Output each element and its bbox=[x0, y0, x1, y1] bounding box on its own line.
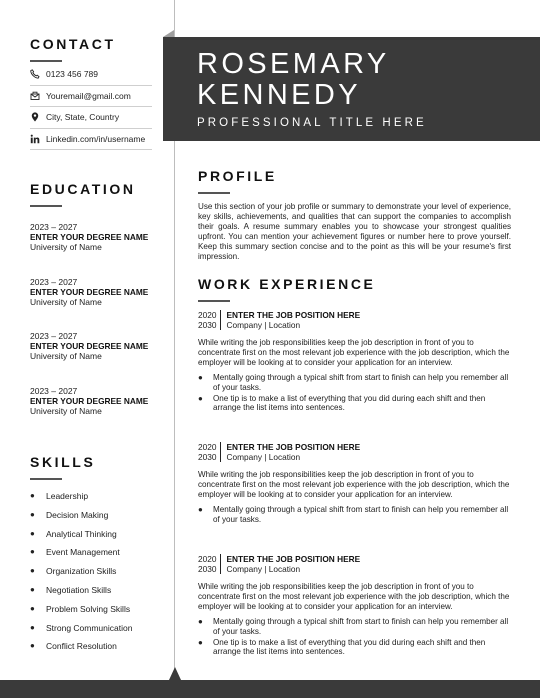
job-bullets bbox=[198, 373, 511, 414]
job-description: While writing the job responsibilities keep the job description in front of you to concentrate first on the most relevant job experience with the job description, which the employer will be looking at to consider your application for an interview. bbox=[198, 470, 510, 499]
bullet-icon: ● bbox=[30, 528, 35, 538]
education-degree: ENTER YOUR DEGREE NAME bbox=[30, 232, 149, 242]
contact-linkedin-text: Linkedin.com/in/username bbox=[46, 133, 146, 144]
skill-label: Conflict Resolution bbox=[46, 641, 117, 652]
bullet-icon: ● bbox=[30, 491, 35, 500]
contact-rule bbox=[30, 60, 62, 62]
first-name: ROSEMARY bbox=[197, 48, 390, 80]
skill-item bbox=[30, 585, 160, 604]
job-header bbox=[198, 310, 511, 330]
contact-location[interactable] bbox=[30, 107, 152, 129]
skill-item bbox=[30, 604, 160, 623]
education-degree: ENTER YOUR DEGREE NAME bbox=[30, 287, 149, 297]
phone-icon bbox=[30, 69, 40, 79]
job-info bbox=[221, 554, 360, 574]
professional-title: PROFESSIONAL TITLE HERE bbox=[197, 117, 427, 129]
skills-rule bbox=[30, 478, 62, 480]
bullet-icon: ● bbox=[198, 372, 203, 382]
job-bullet bbox=[198, 617, 511, 637]
contact-section-header bbox=[30, 36, 116, 62]
bullet-icon: ● bbox=[30, 641, 35, 651]
skill-label: Analytical Thinking bbox=[46, 528, 117, 539]
skill-label: Decision Making bbox=[46, 509, 109, 520]
email-icon bbox=[30, 91, 40, 101]
job-header bbox=[198, 554, 511, 574]
work-rule bbox=[198, 300, 230, 302]
job-year-start: 2020 bbox=[198, 554, 217, 564]
job-title: ENTER THE JOB POSITION HERE bbox=[226, 310, 361, 320]
job-bullet-text: Mentally going through a typical shift from start to finish can help you remember all of your tasks. bbox=[213, 616, 509, 636]
bullet-icon: ● bbox=[30, 603, 35, 613]
skill-item bbox=[30, 491, 160, 510]
job-title: ENTER THE JOB POSITION HERE bbox=[226, 554, 361, 564]
skill-item bbox=[30, 529, 160, 548]
education-entry bbox=[30, 331, 160, 361]
job-company: Company | Location bbox=[226, 564, 301, 574]
education-school: University of Name bbox=[30, 406, 102, 416]
skill-item bbox=[30, 547, 160, 566]
profile-section-header bbox=[198, 168, 277, 194]
skills-section-header bbox=[30, 454, 95, 480]
education-degree: ENTER YOUR DEGREE NAME bbox=[30, 341, 149, 351]
skill-label: Problem Solving Skills bbox=[46, 603, 131, 614]
education-heading: EDUCATION bbox=[30, 181, 136, 197]
education-degree: ENTER YOUR DEGREE NAME bbox=[30, 396, 149, 406]
job-info bbox=[221, 442, 360, 462]
job-year-end: 2030 bbox=[198, 320, 217, 330]
job-bullet-text: One tip is to make a list of everything that you did during each shift and then arrange the list items into sentences. bbox=[213, 637, 486, 657]
skill-label: Leadership bbox=[46, 491, 89, 501]
job-info bbox=[221, 310, 360, 330]
skill-item bbox=[30, 623, 160, 642]
job-bullet bbox=[198, 394, 511, 414]
education-years: 2023 – 2027 bbox=[30, 386, 78, 396]
job-bullet-text: Mentally going through a typical shift from start to finish can help you remember all of your tasks. bbox=[213, 504, 509, 524]
last-name: KENNEDY bbox=[197, 79, 361, 111]
education-entry bbox=[30, 277, 160, 307]
education-school: University of Name bbox=[30, 242, 102, 252]
skills-heading: SKILLS bbox=[30, 454, 96, 470]
education-rule bbox=[30, 205, 62, 207]
name-header bbox=[163, 37, 540, 141]
job-entry bbox=[198, 442, 511, 526]
header-notch bbox=[163, 30, 174, 37]
job-description: While writing the job responsibilities keep the job description in front of you to concentrate first on the most relevant job experience with the job description, which the employer will be looking at to consider your application for an interview. bbox=[198, 338, 510, 367]
footer-bar bbox=[0, 680, 540, 698]
job-entry bbox=[198, 554, 511, 658]
education-school: University of Name bbox=[30, 297, 102, 307]
skill-item bbox=[30, 566, 160, 585]
job-company: Company | Location bbox=[226, 452, 301, 462]
bullet-icon: ● bbox=[30, 547, 35, 557]
job-bullets bbox=[198, 505, 511, 525]
education-years: 2023 – 2027 bbox=[30, 222, 78, 232]
job-bullet bbox=[198, 638, 511, 658]
profile-rule bbox=[198, 192, 230, 194]
skill-item bbox=[30, 510, 160, 529]
education-entry bbox=[30, 386, 160, 416]
work-section-header bbox=[198, 276, 375, 302]
job-year-end: 2030 bbox=[198, 564, 217, 574]
skill-label: Negotiation Skills bbox=[46, 584, 112, 595]
job-bullet bbox=[198, 505, 511, 525]
contact-phone[interactable] bbox=[30, 64, 152, 86]
education-entry bbox=[30, 222, 160, 252]
contact-phone-text: 0123 456 789 bbox=[46, 69, 98, 80]
skill-label: Organization Skills bbox=[46, 566, 117, 577]
bullet-icon: ● bbox=[30, 622, 35, 632]
contact-heading: CONTACT bbox=[30, 36, 116, 52]
bullet-icon: ● bbox=[198, 504, 203, 514]
skill-label: Event Management bbox=[46, 547, 120, 558]
job-bullet-text: Mentally going through a typical shift from start to finish can help you remember all of your tasks. bbox=[213, 372, 509, 392]
contact-email[interactable] bbox=[30, 86, 152, 108]
job-years bbox=[198, 554, 221, 574]
education-section-header bbox=[30, 181, 136, 207]
work-heading: WORK EXPERIENCE bbox=[198, 276, 376, 292]
job-bullet bbox=[198, 373, 511, 393]
job-year-end: 2030 bbox=[198, 452, 217, 462]
skill-label: Strong Communication bbox=[46, 622, 133, 633]
location-icon bbox=[30, 112, 40, 122]
bullet-icon: ● bbox=[30, 509, 35, 519]
bullet-icon: ● bbox=[30, 584, 35, 594]
job-description: While writing the job responsibilities keep the job description in front of you to concentrate first on the most relevant job experience with the job description, which the employer will be looking at to consider your application for an interview. bbox=[198, 582, 510, 611]
bullet-icon: ● bbox=[198, 616, 203, 626]
profile-heading: PROFILE bbox=[198, 168, 277, 184]
footer-notch bbox=[169, 667, 181, 680]
job-years bbox=[198, 310, 221, 330]
contact-location-text: City, State, Country bbox=[46, 112, 120, 123]
contact-email-text: Youremail@gmail.com bbox=[46, 90, 131, 101]
job-bullet-text: One tip is to make a list of everything that you did during each shift and then arrange the list items into sentences. bbox=[213, 393, 486, 413]
job-years bbox=[198, 442, 221, 462]
bullet-icon: ● bbox=[198, 393, 203, 403]
job-year-start: 2020 bbox=[198, 310, 217, 320]
job-company: Company | Location bbox=[226, 320, 301, 330]
bullet-icon: ● bbox=[30, 566, 35, 576]
job-entry bbox=[198, 310, 511, 414]
contact-linkedin[interactable] bbox=[30, 129, 152, 151]
contact-list bbox=[30, 64, 152, 150]
job-title: ENTER THE JOB POSITION HERE bbox=[226, 442, 361, 452]
bullet-icon: ● bbox=[198, 637, 203, 647]
linkedin-icon bbox=[30, 134, 40, 144]
education-school: University of Name bbox=[30, 351, 102, 361]
skill-item bbox=[30, 641, 160, 660]
profile-summary: Use this section of your job profile or summary to demonstrate your level of experience, key skills, achievements, and qualities that can support the companies to accomplish their goals. A resume summary enables you to showcase your strongest qualities upfront. You can mention your achievement figures or number here to prove yourself. Keep this summary section concise and to the point as this will be your resume's first impression. bbox=[198, 202, 511, 261]
education-years: 2023 – 2027 bbox=[30, 277, 78, 287]
job-header bbox=[198, 442, 511, 462]
education-years: 2023 – 2027 bbox=[30, 331, 78, 341]
job-year-start: 2020 bbox=[198, 442, 217, 452]
skills-list bbox=[30, 491, 160, 660]
job-bullets bbox=[198, 617, 511, 658]
